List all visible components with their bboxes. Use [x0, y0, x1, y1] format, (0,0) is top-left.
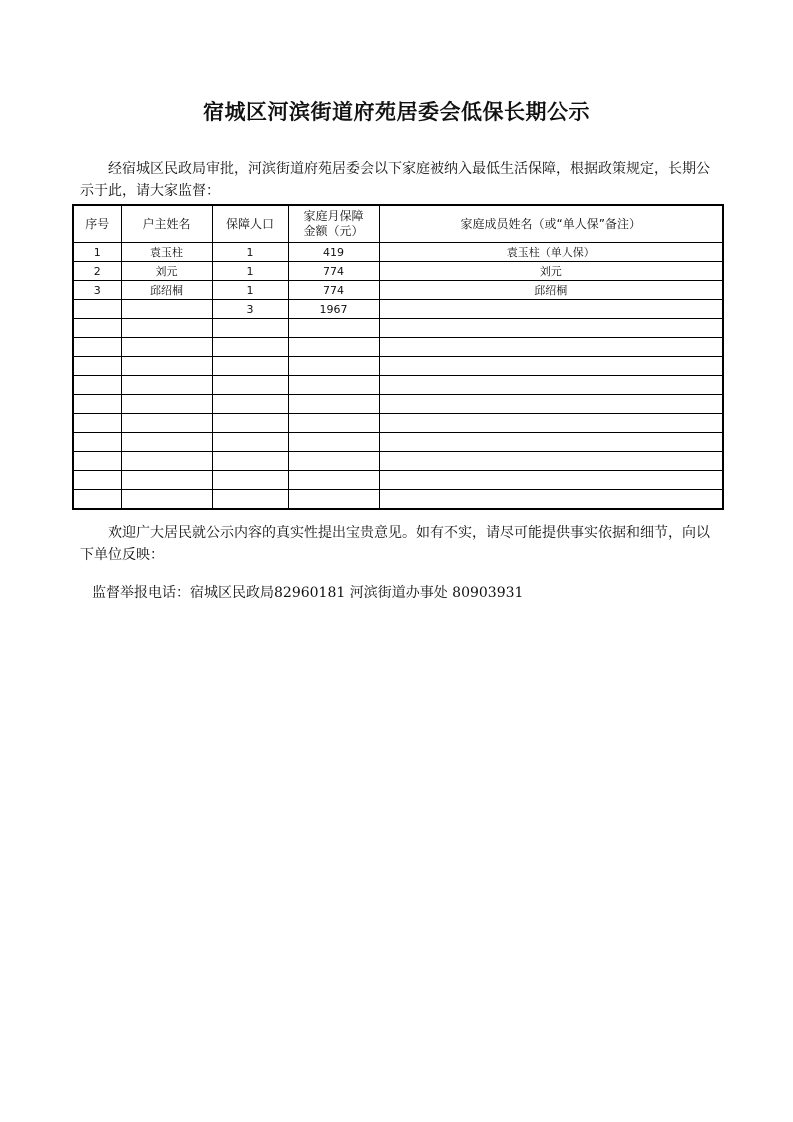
cell-amount [288, 357, 379, 376]
cell-seq: 3 [73, 281, 121, 300]
cell-members [379, 414, 723, 433]
cell-population [212, 357, 288, 376]
cell-population [212, 414, 288, 433]
cell-members [379, 471, 723, 490]
cell-head-name [121, 452, 212, 471]
page-title: 宿城区河滨街道府苑居委会低保长期公示 [203, 99, 590, 124]
cell-head-name [121, 414, 212, 433]
cell-seq [73, 433, 121, 452]
cell-seq [73, 395, 121, 414]
cell-amount [288, 452, 379, 471]
cell-amount [288, 433, 379, 452]
cell-head-name: 袁玉柱 [121, 243, 212, 262]
table-header-row [73, 205, 723, 243]
cell-members [379, 319, 723, 338]
contact-line: 监督举报电话：宿城区民政局82960181 河滨街道办事处 80903931 [92, 585, 524, 601]
cell-amount [288, 376, 379, 395]
cell-seq [73, 319, 121, 338]
cell-population [212, 452, 288, 471]
cell-members [379, 433, 723, 452]
cell-population: 1 [212, 243, 288, 262]
subsidy-table [72, 204, 724, 510]
table-row [73, 338, 723, 357]
cell-members [379, 490, 723, 510]
cell-population: 1 [212, 262, 288, 281]
header-population: 保障人口 [212, 205, 288, 243]
cell-head-name [121, 395, 212, 414]
header-amount [288, 205, 379, 243]
table-row [73, 414, 723, 433]
table-row [73, 452, 723, 471]
cell-head-name [121, 300, 212, 319]
cell-seq [73, 338, 121, 357]
cell-amount: 774 [288, 281, 379, 300]
table-row [73, 243, 723, 262]
cell-amount [288, 414, 379, 433]
cell-amount: 419 [288, 243, 379, 262]
cell-population: 3 [212, 300, 288, 319]
cell-amount [288, 338, 379, 357]
cell-amount: 1967 [288, 300, 379, 319]
cell-head-name: 邱绍桐 [121, 281, 212, 300]
cell-head-name [121, 376, 212, 395]
cell-population [212, 471, 288, 490]
table-row [73, 262, 723, 281]
header-head-name: 户主姓名 [121, 205, 212, 243]
feedback-paragraph: 欢迎广大居民就公示内容的真实性提出宝贵意见。如有不实，请尽可能提供事实依据和细节，向以下单位反映： [80, 525, 710, 563]
cell-population [212, 319, 288, 338]
cell-head-name: 刘元 [121, 262, 212, 281]
cell-population [212, 376, 288, 395]
header-seq: 序号 [73, 205, 121, 243]
cell-population: 1 [212, 281, 288, 300]
table-row [73, 281, 723, 300]
cell-amount: 774 [288, 262, 379, 281]
cell-amount [288, 490, 379, 510]
cell-amount [288, 395, 379, 414]
cell-amount [288, 319, 379, 338]
cell-seq [73, 357, 121, 376]
header-amount-line2: 金额（元） [303, 224, 364, 238]
cell-seq [73, 452, 121, 471]
table-row [73, 319, 723, 338]
cell-seq [73, 471, 121, 490]
cell-head-name [121, 471, 212, 490]
cell-head-name [121, 357, 212, 376]
table-row [73, 357, 723, 376]
cell-amount [288, 471, 379, 490]
table-row [73, 433, 723, 452]
table-row [73, 471, 723, 490]
cell-population [212, 490, 288, 510]
cell-seq: 1 [73, 243, 121, 262]
table-row [73, 490, 723, 510]
cell-population [212, 338, 288, 357]
cell-members: 袁玉柱（单人保） [379, 243, 723, 262]
cell-members: 刘元 [379, 262, 723, 281]
table-row [73, 300, 723, 319]
cell-head-name [121, 490, 212, 510]
intro-paragraph: 经宿城区民政局审批，河滨街道府苑居委会以下家庭被纳入最低生活保障，根据政策规定，长期公示于此，请大家监督： [80, 161, 710, 199]
cell-seq [73, 300, 121, 319]
cell-members [379, 300, 723, 319]
cell-members [379, 452, 723, 471]
header-amount-line1: 家庭月保障 [303, 209, 364, 223]
cell-head-name [121, 433, 212, 452]
cell-population [212, 433, 288, 452]
cell-members [379, 376, 723, 395]
cell-seq [73, 376, 121, 395]
cell-members [379, 395, 723, 414]
table-row [73, 376, 723, 395]
cell-members [379, 338, 723, 357]
header-members: 家庭成员姓名（或“单人保”备注） [379, 205, 723, 243]
cell-head-name [121, 319, 212, 338]
cell-seq [73, 490, 121, 510]
cell-seq [73, 414, 121, 433]
cell-members: 邱绍桐 [379, 281, 723, 300]
cell-seq: 2 [73, 262, 121, 281]
table-row [73, 395, 723, 414]
cell-population [212, 395, 288, 414]
cell-members [379, 357, 723, 376]
cell-head-name [121, 338, 212, 357]
